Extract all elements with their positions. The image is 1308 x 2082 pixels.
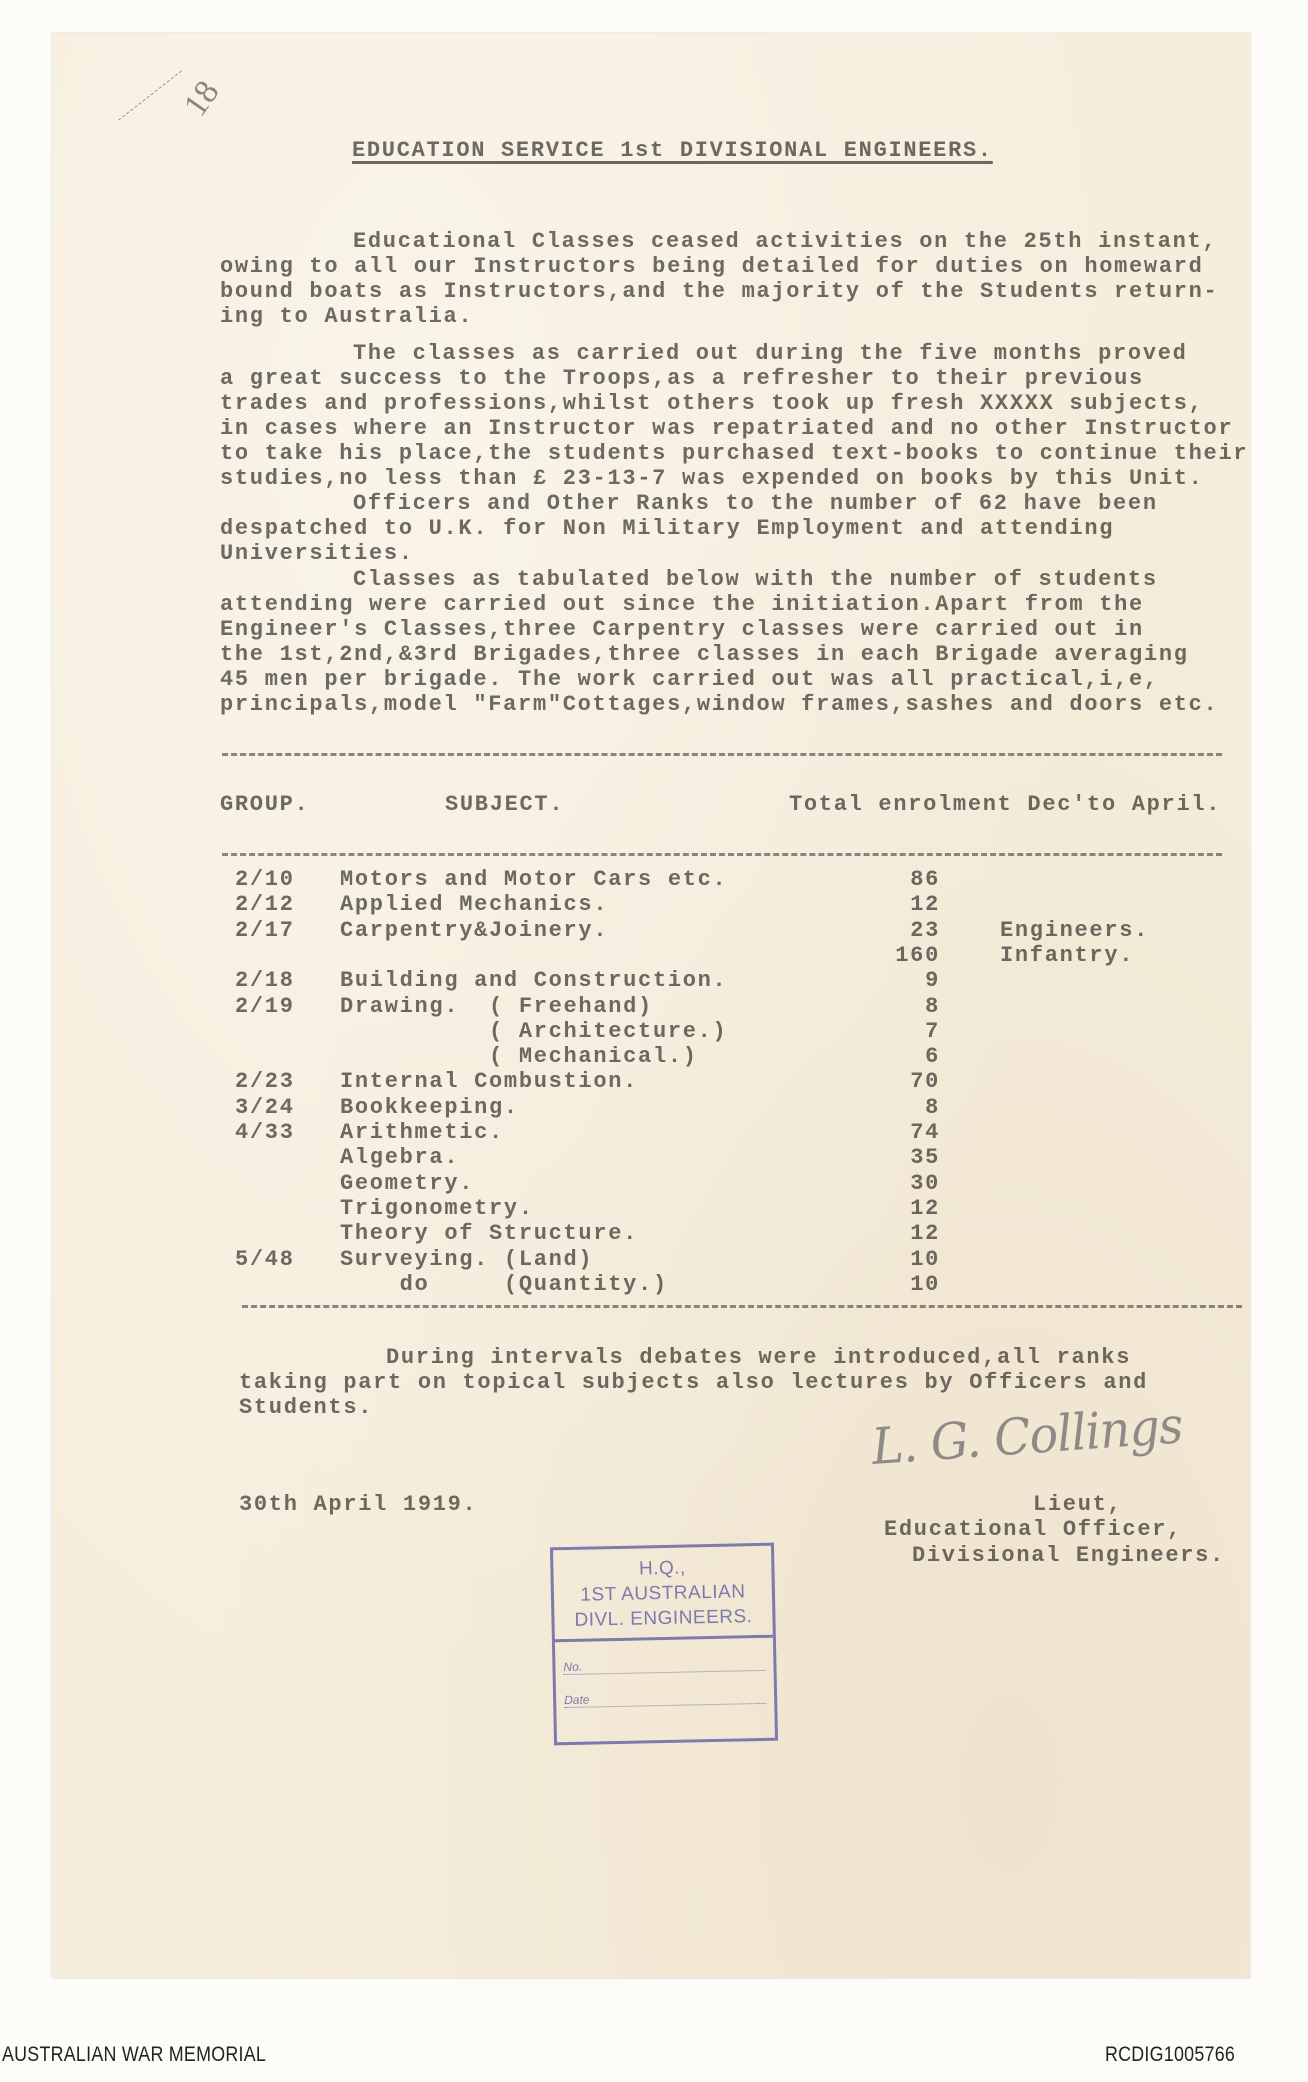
signatory-rank: Lieut,	[1033, 1492, 1123, 1517]
table-cell-total: 10	[910, 1246, 940, 1272]
divider	[222, 753, 1222, 756]
header-group: GROUP.	[220, 792, 310, 817]
paragraph-line: a great success to the Troops,as a refresher to their previous	[220, 366, 1144, 391]
table-cell-subject: Algebra.	[340, 1145, 460, 1171]
table-cell-total: 9	[925, 968, 940, 994]
table-cell-subject: Geometry.	[340, 1170, 475, 1196]
table-cell-subject: Arithmetic.	[340, 1120, 504, 1145]
signatory-role: Educational Officer,	[884, 1517, 1183, 1542]
paragraph-line: The classes as carried out during the five months proved	[353, 341, 1188, 366]
table-cell-total: 7	[925, 1018, 940, 1044]
paragraph-line: 45 men per brigade. The work carried out was all practical,i,e,	[220, 667, 1159, 692]
document-title: EDUCATION SERVICE 1st DIVISIONAL ENGINEERS.	[352, 138, 993, 163]
table-cell-total: 86	[910, 867, 940, 892]
signatory-unit: Divisional Engineers.	[912, 1543, 1225, 1568]
table-cell-subject: Bookkeeping.	[340, 1094, 519, 1120]
table-cell-note: Engineers.	[1000, 917, 1150, 943]
paragraph-line: to take his place,the students purchased text-books to continue their	[220, 441, 1249, 466]
table-cell-total: 30	[910, 1170, 940, 1196]
stamp-line: DIVL. ENGINEERS.	[574, 1606, 753, 1631]
table-cell-subject: ( Architecture.)	[340, 1018, 728, 1044]
paragraph-line: in cases where an Instructor was repatriated and no other Instructor	[220, 416, 1234, 441]
paragraph-line: Universities.	[220, 541, 414, 566]
table-cell-group: 2/19	[235, 993, 295, 1019]
paragraph-line: trades and professions,whilst others took up fresh XXXXX subjects,	[220, 391, 1204, 416]
table-cell-subject: ( Mechanical.)	[340, 1044, 698, 1070]
paragraph-line: studies,no less than £ 23-13-7 was expended on books by this Unit.	[220, 466, 1204, 491]
table-cell-total: 160	[895, 942, 940, 968]
stamp-number-field: No.	[563, 1656, 765, 1675]
table-cell-group: 3/24	[235, 1094, 295, 1120]
paragraph-line: Educational Classes ceased activities on the 25th instant,	[353, 229, 1218, 254]
table-cell-total: 12	[910, 1195, 940, 1221]
paragraph-line: despatched to U.K. for Non Military Employment and attending	[220, 516, 1115, 541]
signature: L. G. Collings	[869, 1396, 1185, 1476]
table-cell-subject: Motors and Motor Cars etc.	[340, 867, 728, 892]
paragraph-line: Classes as tabulated below with the number of students	[353, 567, 1158, 592]
document-date: 30th April 1919.	[239, 1492, 478, 1517]
footer-source: AUSTRALIAN WAR MEMORIAL	[2, 2043, 267, 2066]
table-cell-note: Infantry.	[1000, 942, 1135, 968]
table-cell-total: 70	[910, 1069, 940, 1095]
table-cell-subject: Surveying. (Land)	[340, 1246, 594, 1272]
table-cell-group: 4/33	[235, 1120, 295, 1145]
paragraph-line: During intervals debates were introduced,all ranks	[386, 1345, 1132, 1370]
stamp-line: 1ST AUSTRALIAN	[580, 1581, 746, 1606]
paragraph-line: the 1st,2nd,&3rd Brigades,three classes in each Brigade averaging	[220, 642, 1189, 667]
table-cell-group: 2/10	[235, 867, 295, 892]
paragraph-line: owing to all our Instructors being detailed for duties on homeward	[220, 254, 1204, 279]
paragraph-line: attending were carried out since the initiation.Apart from the	[220, 592, 1144, 617]
paragraph-line: Engineer's Classes,three Carpentry classes were carried out in	[220, 617, 1144, 642]
table-cell-total: 12	[910, 892, 940, 918]
page-number-annotation: 18	[176, 74, 227, 124]
table-cell-total: 35	[910, 1145, 940, 1171]
table-cell-subject: Internal Combustion.	[340, 1069, 639, 1095]
paragraph-line: bound boats as Instructors,and the majority of the Students return-	[220, 279, 1219, 304]
table-cell-subject: Applied Mechanics.	[340, 892, 609, 918]
header-total: Total enrolment Dec'to April.	[789, 792, 1222, 817]
hq-stamp	[550, 1543, 778, 1746]
table-cell-group: 2/18	[235, 968, 295, 994]
table-cell-total: 6	[925, 1044, 940, 1070]
footer-id: RCDIG1005766	[1105, 2043, 1236, 2066]
table-cell-subject: Building and Construction.	[340, 968, 728, 994]
divider	[242, 1305, 1242, 1308]
table-cell-subject: do (Quantity.)	[340, 1271, 668, 1297]
table-cell-total: 12	[910, 1221, 940, 1247]
table-cell-subject: Carpentry&Joinery.	[340, 917, 609, 943]
paragraph-line: principals,model "Farm"Cottages,window frames,sashes and doors etc.	[220, 692, 1219, 717]
divider	[222, 853, 1222, 856]
table-cell-total: 74	[910, 1120, 940, 1145]
table-cell-group: 5/48	[235, 1246, 295, 1272]
stamp-date-field: Date	[564, 1689, 766, 1708]
table-cell-total: 23	[910, 917, 940, 943]
table-cell-group: 2/17	[235, 917, 295, 943]
table-cell-subject: Drawing. ( Freehand)	[340, 993, 653, 1019]
table-cell-total: 8	[925, 1094, 940, 1120]
table-cell-group: 2/23	[235, 1069, 295, 1095]
table-cell-total: 8	[925, 993, 940, 1019]
paragraph-line: ing to Australia.	[220, 304, 474, 329]
paragraph-line: Officers and Other Ranks to the number of 62 have been	[353, 491, 1158, 516]
table-cell-group: 2/12	[235, 892, 295, 918]
table-cell-subject: Trigonometry.	[340, 1195, 534, 1221]
paragraph-line: Students.	[239, 1395, 374, 1420]
stamp-line: H.Q.,	[638, 1557, 687, 1580]
table-cell-subject: Theory of Structure.	[340, 1221, 639, 1247]
header-subject: SUBJECT.	[445, 792, 565, 817]
paragraph-line: taking part on topical subjects also lectures by Officers and	[239, 1370, 1149, 1395]
table-cell-total: 10	[910, 1271, 940, 1297]
